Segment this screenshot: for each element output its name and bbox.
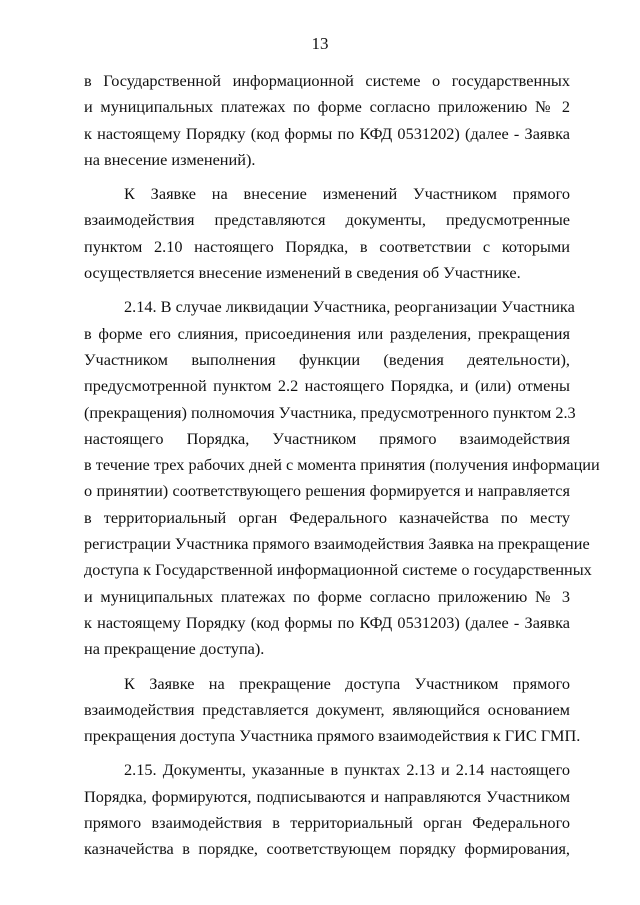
- text-line: настоящего Порядка, Участником прямого взаимодействия: [84, 428, 570, 448]
- text-line: в территориальный орган Федерального казначейства по месту: [84, 507, 570, 527]
- text-line: Участником выполнения функции (ведения деятельности),: [84, 349, 570, 369]
- text-line: прекращения доступа Участника прямого взаимодействия к ГИС ГМП.: [84, 726, 581, 746]
- text-line: в течение трех рабочих дней с момента принятия (получения информации: [84, 455, 600, 475]
- paragraph: [84, 757, 570, 862]
- text-line: предусмотренной пунктом 2.2 настоящего Порядка, и (или) отмены: [84, 376, 570, 396]
- text-line: к настоящему Порядку (код формы по КФД 0531202) (далее - Заявка: [84, 123, 570, 143]
- text-line: регистрации Участника прямого взаимодействия Заявка на прекращение: [84, 534, 590, 554]
- text-line: на прекращение доступа).: [84, 639, 265, 659]
- page-number: 13: [311, 34, 329, 53]
- text-line: К Заявке на внесение изменений Участником прямого: [124, 184, 570, 204]
- paragraph: [84, 181, 570, 286]
- paragraph: [84, 294, 600, 662]
- text-line: К Заявке на прекращение доступа Участником прямого: [124, 673, 570, 693]
- text-line: доступа к Государственной информационной системе о государственных: [84, 560, 592, 580]
- text-line: на внесение изменений).: [84, 149, 256, 169]
- text-line: казначейства в порядке, соответствующем порядку формирования,: [84, 839, 570, 859]
- text-line: в Государственной информационной системе о государственных: [84, 71, 570, 90]
- text-line: осуществляется внесение изменений в сведения об Участнике.: [84, 263, 521, 283]
- text-line: взаимодействия представляется документ, являющийся основанием: [84, 699, 570, 719]
- text-line: о принятии) соответствующего решения формируется и направляется: [84, 481, 570, 501]
- document-body: [84, 68, 600, 863]
- text-line: и муниципальных платежах по форме согласно приложению № 3: [84, 586, 570, 606]
- text-line: к настоящему Порядку (код формы по КФД 0531203) (далее - Заявка: [84, 612, 570, 632]
- paragraph: [84, 671, 581, 750]
- text-line: взаимодействия представляются документы, предусмотренные: [84, 210, 570, 230]
- text-line: в форме его слияния, присоединения или разделения, прекращения: [84, 323, 570, 343]
- text-line: 2.15. Документы, указанные в пунктах 2.13 и 2.14 настоящего: [124, 760, 570, 780]
- text-line: (прекращения) полномочия Участника, предусмотренного пунктом 2.3: [84, 402, 576, 422]
- text-line: Порядка, формируются, подписываются и направляются Участником: [84, 786, 570, 806]
- text-line: и муниципальных платежах по форме согласно приложению № 2: [84, 97, 570, 117]
- paragraph: [84, 68, 570, 173]
- text-line: 2.14. В случае ликвидации Участника, реорганизации Участника: [124, 297, 575, 317]
- text-line: прямого взаимодействия в территориальный орган Федерального: [84, 813, 570, 833]
- text-line: пунктом 2.10 настоящего Порядка, в соответствии с которыми: [84, 236, 570, 256]
